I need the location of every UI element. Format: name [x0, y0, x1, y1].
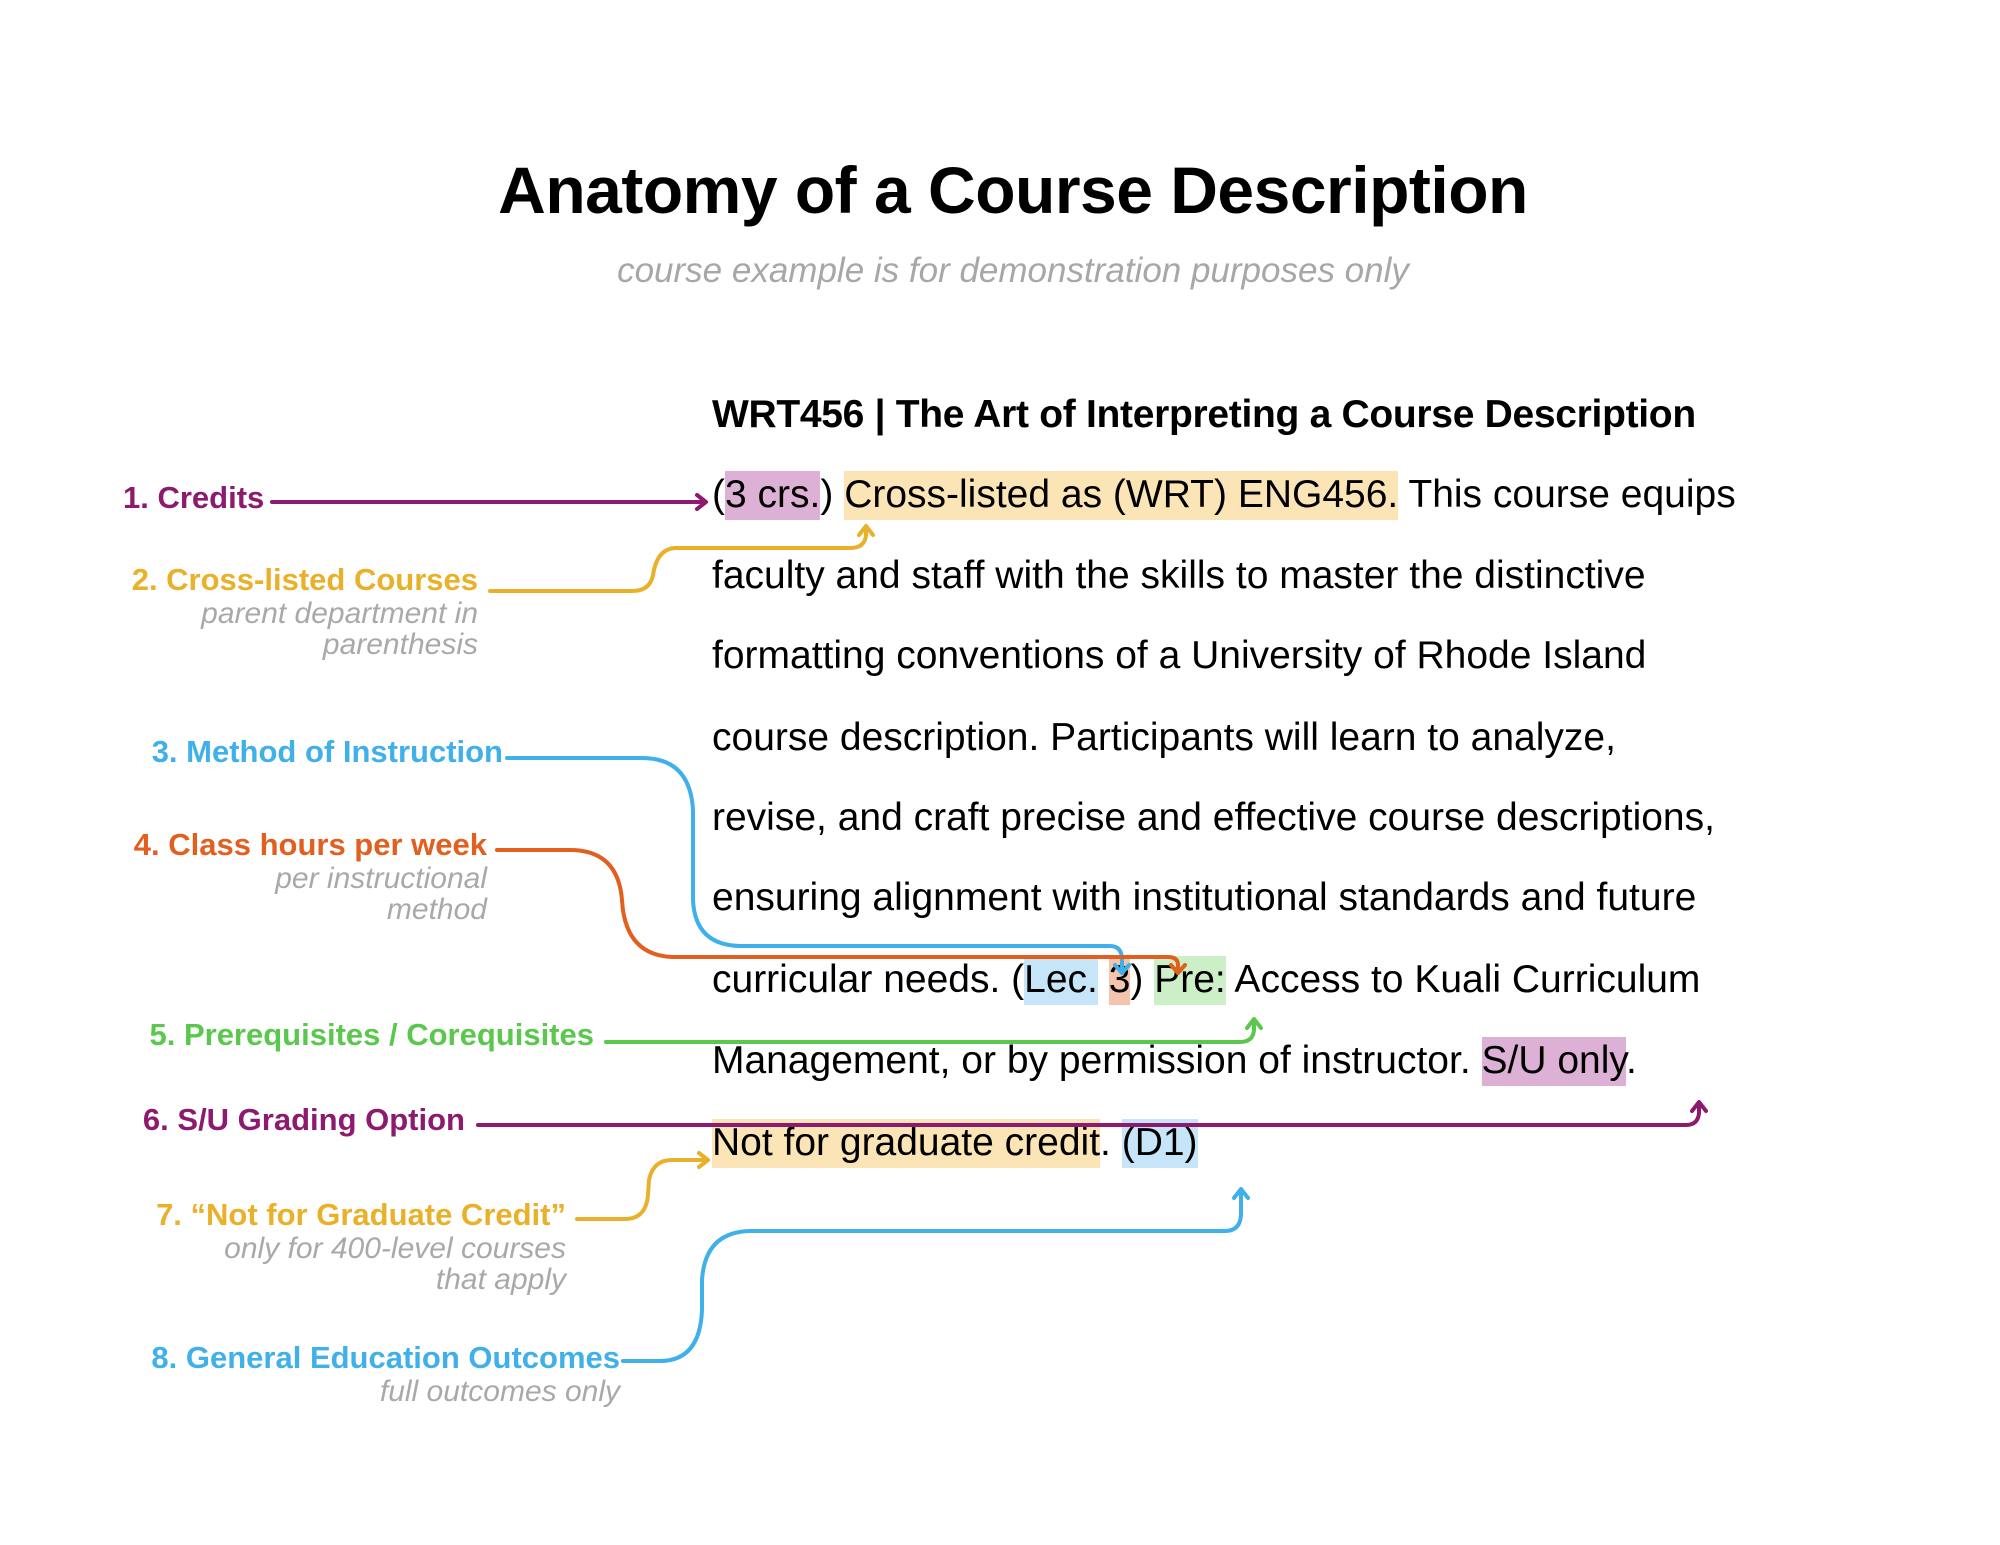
annotation-note: full outcomes only — [379, 1375, 620, 1408]
annotation-label: 2. Cross-listed Courses — [131, 562, 478, 597]
description-line-6: ensuring alignment with institutional standards and future — [712, 876, 1697, 919]
line-text: . — [1626, 1039, 1637, 1082]
description-line-1 — [712, 469, 1736, 521]
hours-highlight: 3 — [1109, 956, 1131, 1005]
annotation-not-grad — [0, 1197, 566, 1295]
course-heading: WRT456 | The Art of Interpreting a Course Description — [712, 393, 1696, 436]
annotation-label: 8. General Education Outcomes — [151, 1340, 620, 1375]
page-title: Anatomy of a Course Description — [498, 153, 1528, 227]
description-line-4: course description. Participants will learn to analyze, — [712, 716, 1616, 759]
close-paren: ) — [820, 473, 845, 516]
credits-highlight: 3 crs. — [725, 471, 820, 520]
line-text: Access to Kuali Curriculum — [1225, 958, 1701, 1001]
method-highlight: Lec. — [1024, 956, 1098, 1005]
annotation-note: parent department in — [201, 597, 478, 630]
annotation-note: that apply — [435, 1263, 566, 1296]
description-line-5: revise, and craft precise and effective course descriptions, — [712, 796, 1715, 839]
arrow-gened-icon — [623, 1189, 1248, 1361]
annotation-su-grading — [0, 1102, 465, 1138]
annotation-crosslisted — [0, 562, 478, 660]
description-line-8 — [712, 1035, 1637, 1087]
open-paren: ( — [712, 473, 725, 516]
line-text: Management, or by permission of instructor. — [712, 1039, 1482, 1082]
arrow-method-icon — [507, 758, 1129, 973]
annotation-hours — [0, 827, 487, 925]
annotation-note: parenthesis — [322, 628, 478, 661]
annotation-label: 4. Class hours per week — [133, 827, 487, 862]
su-highlight: S/U only — [1482, 1037, 1627, 1086]
annotation-note: only for 400-level courses — [224, 1232, 566, 1265]
line-text — [1098, 958, 1109, 1001]
arrow-not-grad-icon — [577, 1153, 708, 1219]
line-text: . — [1100, 1121, 1122, 1164]
annotation-gened — [0, 1340, 620, 1407]
description-line-2: faculty and staff with the skills to master the distinctive — [712, 554, 1646, 597]
description-line-3: formatting conventions of a University of Rhode Island — [712, 634, 1647, 677]
line-text: ) — [1130, 958, 1155, 1001]
annotation-label: 3. Method of Instruction — [151, 734, 503, 769]
annotation-credits: 1. Credits — [123, 480, 265, 515]
annotation-label: 6. S/U Grading Option — [142, 1102, 465, 1137]
annotation-label: 7. “Not for Graduate Credit” — [156, 1197, 566, 1232]
not-grad-highlight: Not for graduate credit — [712, 1119, 1100, 1168]
description-line-9 — [712, 1117, 1198, 1169]
arrow-credits-icon — [272, 495, 706, 509]
annotation-prereq — [0, 1017, 594, 1053]
crosslisted-highlight: Cross-listed as (WRT) ENG456. — [844, 471, 1398, 520]
description-line-7 — [712, 954, 1700, 1006]
line-text: curricular needs. ( — [712, 958, 1025, 1001]
annotation-note: per instructional — [275, 862, 487, 895]
line-text: This course equips — [1398, 473, 1736, 516]
gened-highlight: (D1) — [1122, 1119, 1198, 1168]
annotation-label: 5. Prerequisites / Corequisites — [149, 1017, 594, 1052]
annotation-method — [0, 734, 503, 770]
prereq-highlight: Pre: — [1154, 956, 1226, 1005]
annotation-note: method — [386, 893, 487, 926]
page-subtitle: course example is for demonstration purposes only — [617, 251, 1409, 290]
